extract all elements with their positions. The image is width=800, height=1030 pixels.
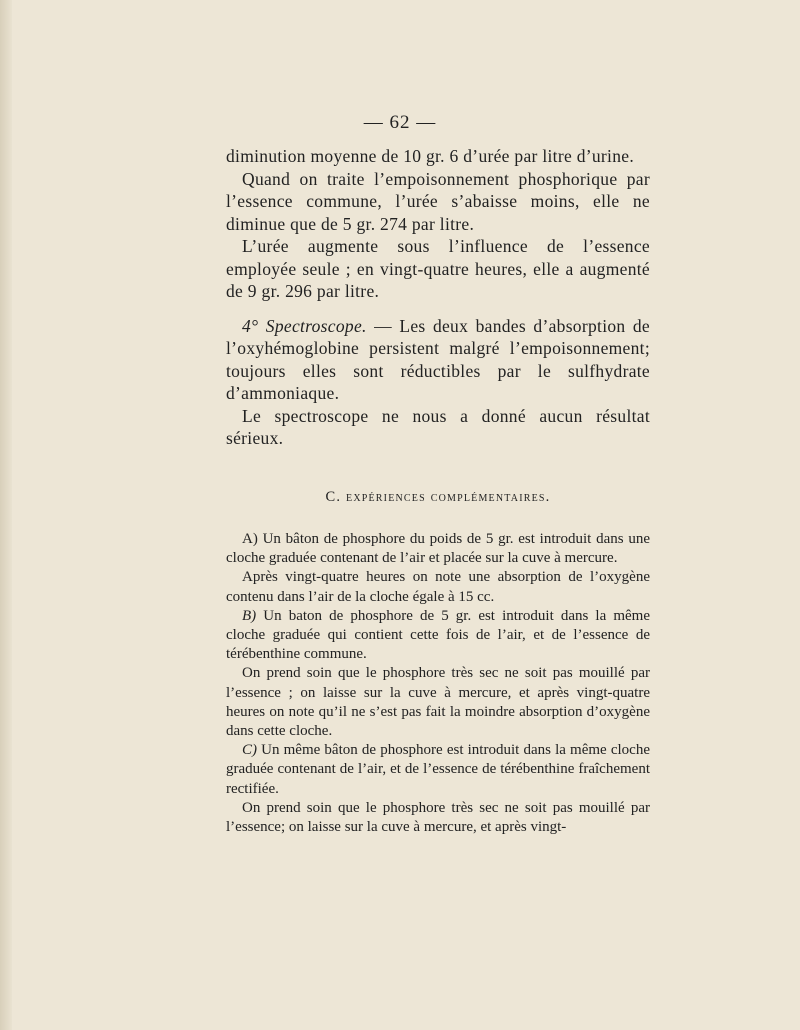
spectroscope-text: — Les deux bandes d’absorption de l’oxyhémoglobine persistent malgré l’empoisonnement; toujours elles sont réductibles par le sulfhydrate d’ammoniaque. — [226, 315, 650, 403]
paragraph: L’urée augmente sous l’influence de l’essence employée seule ; en vingt-quatre heures, elle a augmenté de 9 gr. 296 par litre. — [226, 236, 650, 301]
experiment-c-text: Un même bâton de phosphore est introduit dans la même cloche graduée contenant de l’air, et de l’essence de térébenthine fraîchement rectifiée. — [226, 742, 650, 797]
experiment-c-result: On prend soin que le phosphore très sec ne soit pas mouillé par l’essence; on laisse sur la cuve à mercure, et après vingt- — [226, 799, 650, 836]
experiment-a-label: A) — [242, 531, 258, 547]
spectroscope-conclusion: Le spectroscope ne nous a donné aucun résultat sérieux. — [226, 405, 650, 448]
page-edge — [0, 0, 12, 1030]
page-number: — 62 — — [363, 112, 437, 133]
experiment-b-result: On prend soin que le phosphore très sec ne soit pas mouillé par l’essence ; on laisse sur la cuve à mercure, et après vingt-quatre heures on note qu’il ne s’est pas fait la moindre absorption d’oxygène dans cette cloche. — [226, 665, 650, 740]
section-heading: C. expériences complémentaires. — [325, 489, 551, 505]
experiments-block — [226, 530, 650, 837]
experiment-b-text: Un baton de phosphore de 5 gr. est introduit dans la même cloche graduée qui contient cette fois de l’air, et de l’essence de térébenthine commune. — [226, 607, 650, 663]
main-text-block — [226, 145, 650, 450]
experiment-c-label: C) — [242, 742, 257, 759]
paragraph: Quand on traite l’empoisonnement phosphorique par l’essence commune, l’urée s’abaisse moins, elle ne diminue que de 5 gr. 274 par litre. — [226, 168, 650, 234]
experiment-b-label: B) — [242, 607, 257, 624]
experiment-a — [226, 530, 650, 568]
experiment-b — [226, 607, 650, 665]
spectroscope-paragraph — [226, 315, 650, 405]
paragraph: diminution moyenne de 10 gr. 6 d’urée par litre d’urine. — [226, 146, 635, 166]
experiment-a-result: Après vingt-quatre heures on note une absorption de l’oxygène contenu dans l’air de la cloche égale à 15 cc. — [226, 569, 650, 605]
experiment-c — [226, 741, 650, 799]
experiment-a-text: Un bâton de phosphore du poids de 5 gr. est introduit dans une cloche graduée contenant de l’air et placée sur la cuve à mercure. — [226, 531, 650, 567]
spectroscope-label: 4° Spectroscope. — [242, 315, 367, 336]
